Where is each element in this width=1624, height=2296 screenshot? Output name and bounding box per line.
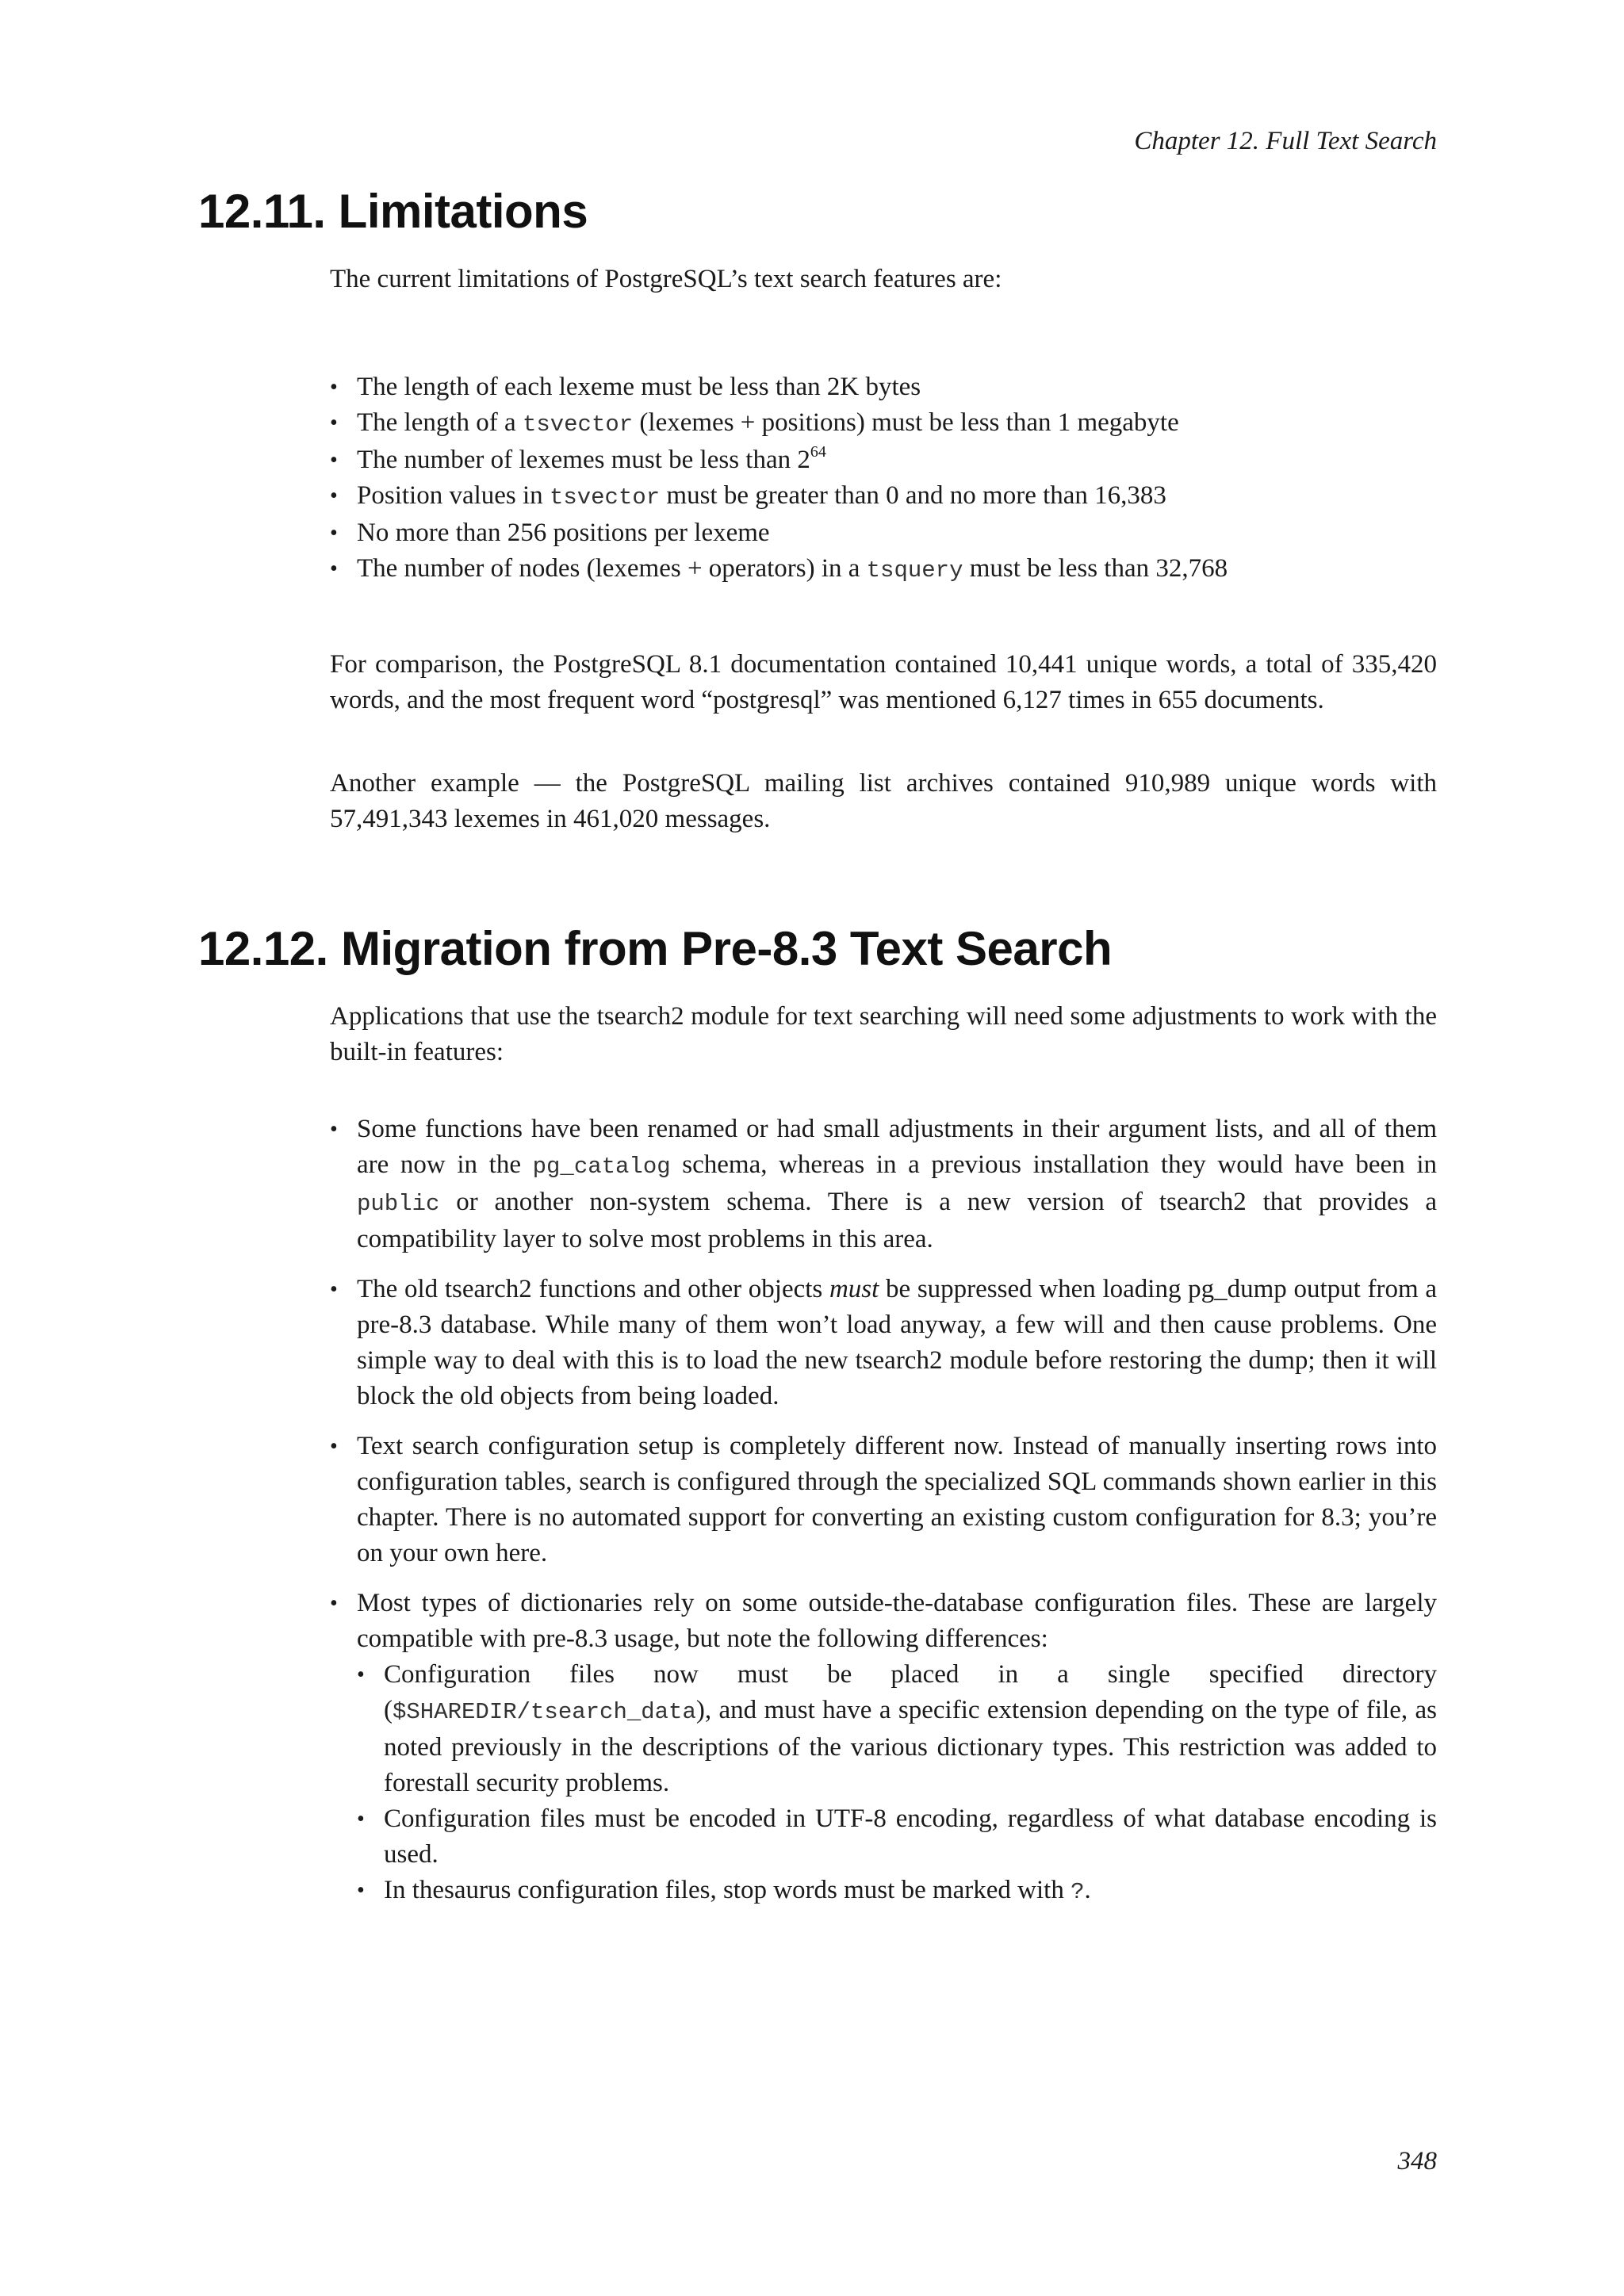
running-header: Chapter 12. Full Text Search [1134,127,1437,155]
limitations-intro [330,262,1437,297]
code-question-mark: ? [1071,1879,1085,1905]
code-tsvector: tsvector [549,484,661,511]
migration-intro [330,999,1437,1070]
emphasis-must: must [829,1275,879,1303]
list-item: • The length of each lexeme must be less than 2K bytes [330,369,1437,405]
limitations-intro-text: The current limitations of PostgreSQL’s text search features are: [330,265,1002,293]
dictionary-differences-list [357,1657,1437,1910]
superscript-exponent: 64 [810,443,826,461]
list-item: • No more than 256 positions per lexeme [330,515,1437,551]
list-item: • Most types of dictionaries rely on some outside-the-database configuration files. These are largely compatible with pre-8.3 usage, but note the following differences: • Configuration files now must be placed in a single specified directory ($SHAREDIR/tsearch_data), and must have a specific extension depending on the type of file, as noted previously in the descriptions of the various dictionary types. This restriction was added to forestall security problems. • Configuration files must be encoded in UTF-8 encoding, regardless of what database encoding is used. • In thesaurus configuration files, stop words must be marked with ?. [330,1586,1437,1910]
code-public: public [357,1191,440,1217]
migration-list-container [330,1112,1437,1910]
migration-intro-text: Applications that use the tsearch2 module for text searching will need some adjustments to work with the built-in features: [330,1002,1437,1066]
page-number: 348 [1397,2147,1437,2175]
limitations-comparison [330,647,1437,718]
list-item: • The old tsearch2 functions and other objects must be suppressed when loading pg_dump output from a pre-8.3 database. While many of them won’t load anyway, a few will and then cause problems. One simple way to deal with this is to load the new tsearch2 module before restoring the dump; then it will block the old objects from being loaded. [330,1272,1437,1414]
limitations-example [330,766,1437,837]
list-item: • The length of a tsvector (lexemes + positions) must be less than 1 megabyte [330,405,1437,442]
comparison-paragraph: For comparison, the PostgreSQL 8.1 documentation contained 10,441 unique words, a total of 335,420 words, and the most frequent word “postgresql” was mentioned 6,127 times in 655 documents. [330,650,1437,714]
sub-list-item: • Configuration files now must be placed in a single specified directory ($SHAREDIR/tsearch_data), and must have a specific extension depending on the type of file, as noted previously in the descriptions of the various dictionary types. This restriction was added to forestall security problems. [357,1657,1437,1801]
sub-list-item: • In thesaurus configuration files, stop words must be marked with ?. [357,1873,1437,1910]
sub-list-item: • Configuration files must be encoded in UTF-8 encoding, regardless of what database encoding is used. [357,1801,1437,1873]
section-title-migration: 12.12. Migration from Pre-8.3 Text Search [198,922,1113,975]
section-title-limitations: 12.11. Limitations [198,185,588,238]
example-paragraph: Another example — the PostgreSQL mailing list archives contained 910,989 unique words with 57,491,343 lexemes in 461,020 messages. [330,769,1437,833]
code-tsvector: tsvector [522,411,634,438]
code-pg-catalog: pg_catalog [532,1154,671,1180]
list-item: • Text search configuration setup is completely different now. Instead of manually inserting rows into configuration tables, search is configured through the specialized SQL commands shown earlier in this chapter. There is no automated support for converting an existing custom configuration for 8.3; you’re on your own here. [330,1429,1437,1571]
list-item: • The number of nodes (lexemes + operators) in a tsquery must be less than 32,768 [330,551,1437,588]
code-sharedir-path: $SHAREDIR/tsearch_data [393,1699,696,1725]
list-item: • Position values in tsvector must be greater than 0 and no more than 16,383 [330,478,1437,515]
code-tsquery: tsquery [866,557,963,584]
list-item: • The number of lexemes must be less than $2^{64}$ [330,442,1437,478]
limitations-list-container [330,369,1437,588]
migration-list [330,1112,1437,1910]
limitations-list [330,369,1437,588]
list-item: • Some functions have been renamed or had small adjustments in their argument lists, and all of them are now in the pg_catalog schema, whereas in a previous installation they would have been in public or another non-system schema. There is a new version of tsearch2 that provides a compatibility layer to solve most problems in this area. [330,1112,1437,1257]
